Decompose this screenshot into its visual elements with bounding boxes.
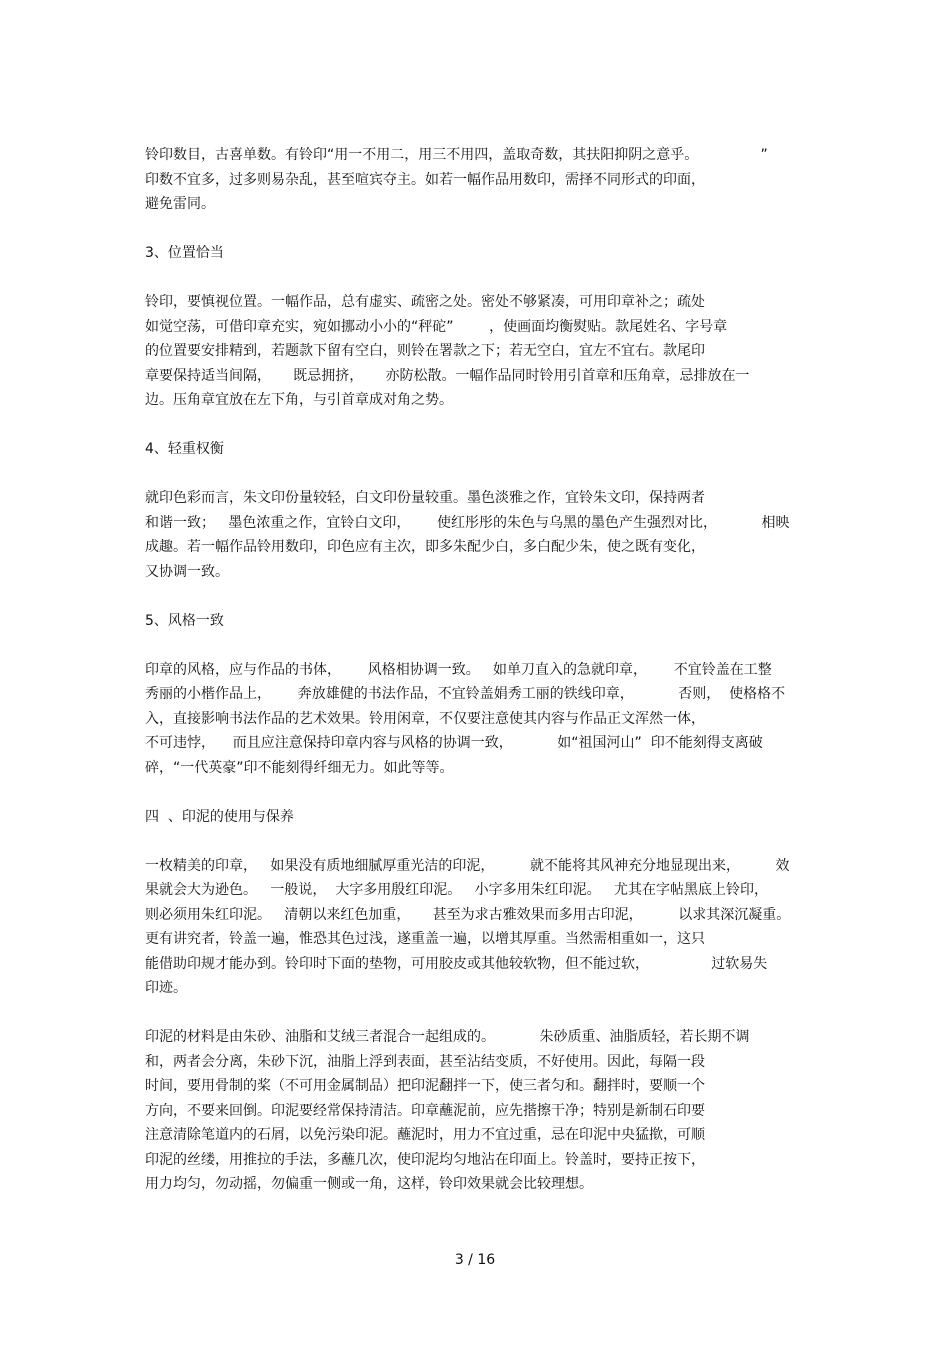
paragraph	[145, 854, 810, 1001]
text-line: 印数不宜多，过多则易杂乱，甚至喧宾夺主。如若一幅作品用数印，需择不同形式的印面，	[145, 171, 705, 188]
section-heading: 4、轻重权衡	[145, 441, 224, 457]
paragraph-gap	[145, 462, 810, 487]
paragraph	[145, 1025, 810, 1197]
text-line: 铃印数目，古喜单数。有铃印“用一不用二，用三不用四，盖取奇数，其扶阳抑阴之意乎。 ”	[145, 147, 768, 163]
paragraph-gap	[145, 413, 810, 438]
paragraph-gap	[145, 266, 810, 291]
paragraph	[145, 486, 810, 584]
text-line: 边。压角章宜放在左下角，与引首章成对角之势。	[145, 392, 453, 408]
paragraph-gap	[145, 217, 810, 242]
text-line: 更有讲究者，铃盖一遍，惟恐其色过浅，遂重盖一遍，以增其厚重。当然需相重如一，这只	[145, 931, 705, 947]
paragraph-gap	[145, 829, 810, 854]
text-line: 时间，要用骨制的桨（不可用金属制品）把印泥翻拌一下，使三者匀和。翻拌时，要顺一个	[145, 1078, 705, 1094]
paragraph	[145, 658, 810, 781]
text-line: 用力均匀，勿动摇，勿偏重一侧或一角，这样，铃印效果就会比较理想。	[145, 1176, 593, 1192]
text-line: 又协调一致。	[145, 563, 229, 580]
text-line: 印泥的材料是由朱砂、油脂和艾绒三者混合一起组成的。 朱砂质重、油脂质轻，若长期不调	[145, 1029, 750, 1045]
section-heading: 3、位置恰当	[145, 245, 224, 261]
paragraph	[145, 290, 810, 413]
paragraph-gap	[145, 633, 810, 658]
text-line: 就印色彩而言，朱文印份量较轻，白文印份量较重。墨色淡雅之作，宜铃朱文印，保持两者	[145, 490, 705, 506]
document-body	[145, 143, 810, 1197]
text-line: 秀丽的小楷作品上， 奔放雄健的书法作品，不宜铃盖娟秀工丽的铁线印章， 否则， 使格格不	[145, 686, 786, 702]
paragraph	[145, 143, 810, 217]
text-line: 印章的风格，应与作品的书体， 风格相协调一致。 如单刀直入的急就印章， 不宜铃盖在工整	[145, 661, 772, 678]
text-line: 则必须用朱红印泥。 清朝以来红色加重， 甚至为求古雅效果而多用古印泥， 以求其深沉凝重。	[145, 906, 791, 923]
text-line: 入，直接影响书法作品的艺术效果。铃用闲章，不仅要注意使其内容与作品正文浑然一体，	[145, 710, 705, 727]
text-line: 方向，不要来回倒。印泥要经常保持清洁。印章蘸泥前，应先揩擦干净；特别是新制石印要	[145, 1102, 705, 1119]
text-line: 和，两者会分离，朱砂下沉，油脂上浮到表面，甚至沾结变质，不好使用。因此，每隔一段	[145, 1053, 705, 1070]
section-heading: 5、风格一致	[145, 612, 224, 629]
text-line: 印泥的丝缕，用推拉的手法，多蘸几次，使印泥均匀地沾在印面上。铃盖时，要持正按下，	[145, 1151, 705, 1168]
text-line: 避免雷同。	[145, 196, 215, 212]
text-line: 注意清除笔道内的石屑，以免污染印泥。蘸泥时，用力不宜过重，忌在印泥中央猛揿，可顺	[145, 1127, 705, 1143]
text-line: 一枚精美的印章， 如果没有质地细腻厚重光洁的印泥， 就不能将其风神充分地显现出来， 效	[145, 857, 790, 874]
paragraph-gap	[145, 584, 810, 609]
text-line: 印迹。	[145, 980, 187, 996]
paragraph-gap	[145, 1001, 810, 1026]
text-line: 碎，“一代英豪”印不能刻得纤细无力。如此等等。	[145, 759, 454, 776]
text-line: 铃印，要慎视位置。一幅作品，总有虚实、疏密之处。密处不够紧凑，可用印章补之；疏处	[145, 294, 705, 310]
text-line: 章要保持适当间隔， 既忌拥挤， 亦防松散。一幅作品同时铃用引首章和压角章，忌排放在一	[145, 367, 750, 384]
text-line: 能借助印规才能办到。铃印时下面的垫物，可用胶皮或其他较软物，但不能过软， 过软易失	[145, 955, 768, 972]
text-line: 果就会大为逊色。 一般说， 大字多用殷红印泥。 小字多用朱红印泥。 尤其在字帖黑底上铃印，	[145, 882, 768, 898]
paragraph-gap	[145, 780, 810, 805]
text-line: 如觉空荡，可借印章充实，宛如挪动小小的“秤砣” ，使画面均衡熨贴。款尾姓名、字号章	[145, 318, 728, 335]
text-line: 成趣。若一幅作品铃用数印，印色应有主次，即多朱配少白，多白配少朱，使之既有变化，	[145, 539, 705, 555]
page-number: 3 / 16	[454, 1252, 496, 1268]
text-line: 的位置要安排精到，若题款下留有空白，则铃在署款之下；若无空白，宜左不宜右。款尾印	[145, 343, 705, 359]
text-line: 和谐一致； 墨色浓重之作，宜铃白文印， 使红彤彤的朱色与乌黑的墨色产生强烈对比， 相映	[145, 514, 790, 531]
section-heading: 四 、印泥的使用与保养	[145, 808, 294, 825]
text-line: 不可违悖， 而且应注意保持印章内容与风格的协调一致， 如“祖国河山” 印不能刻得支离破	[145, 735, 763, 751]
